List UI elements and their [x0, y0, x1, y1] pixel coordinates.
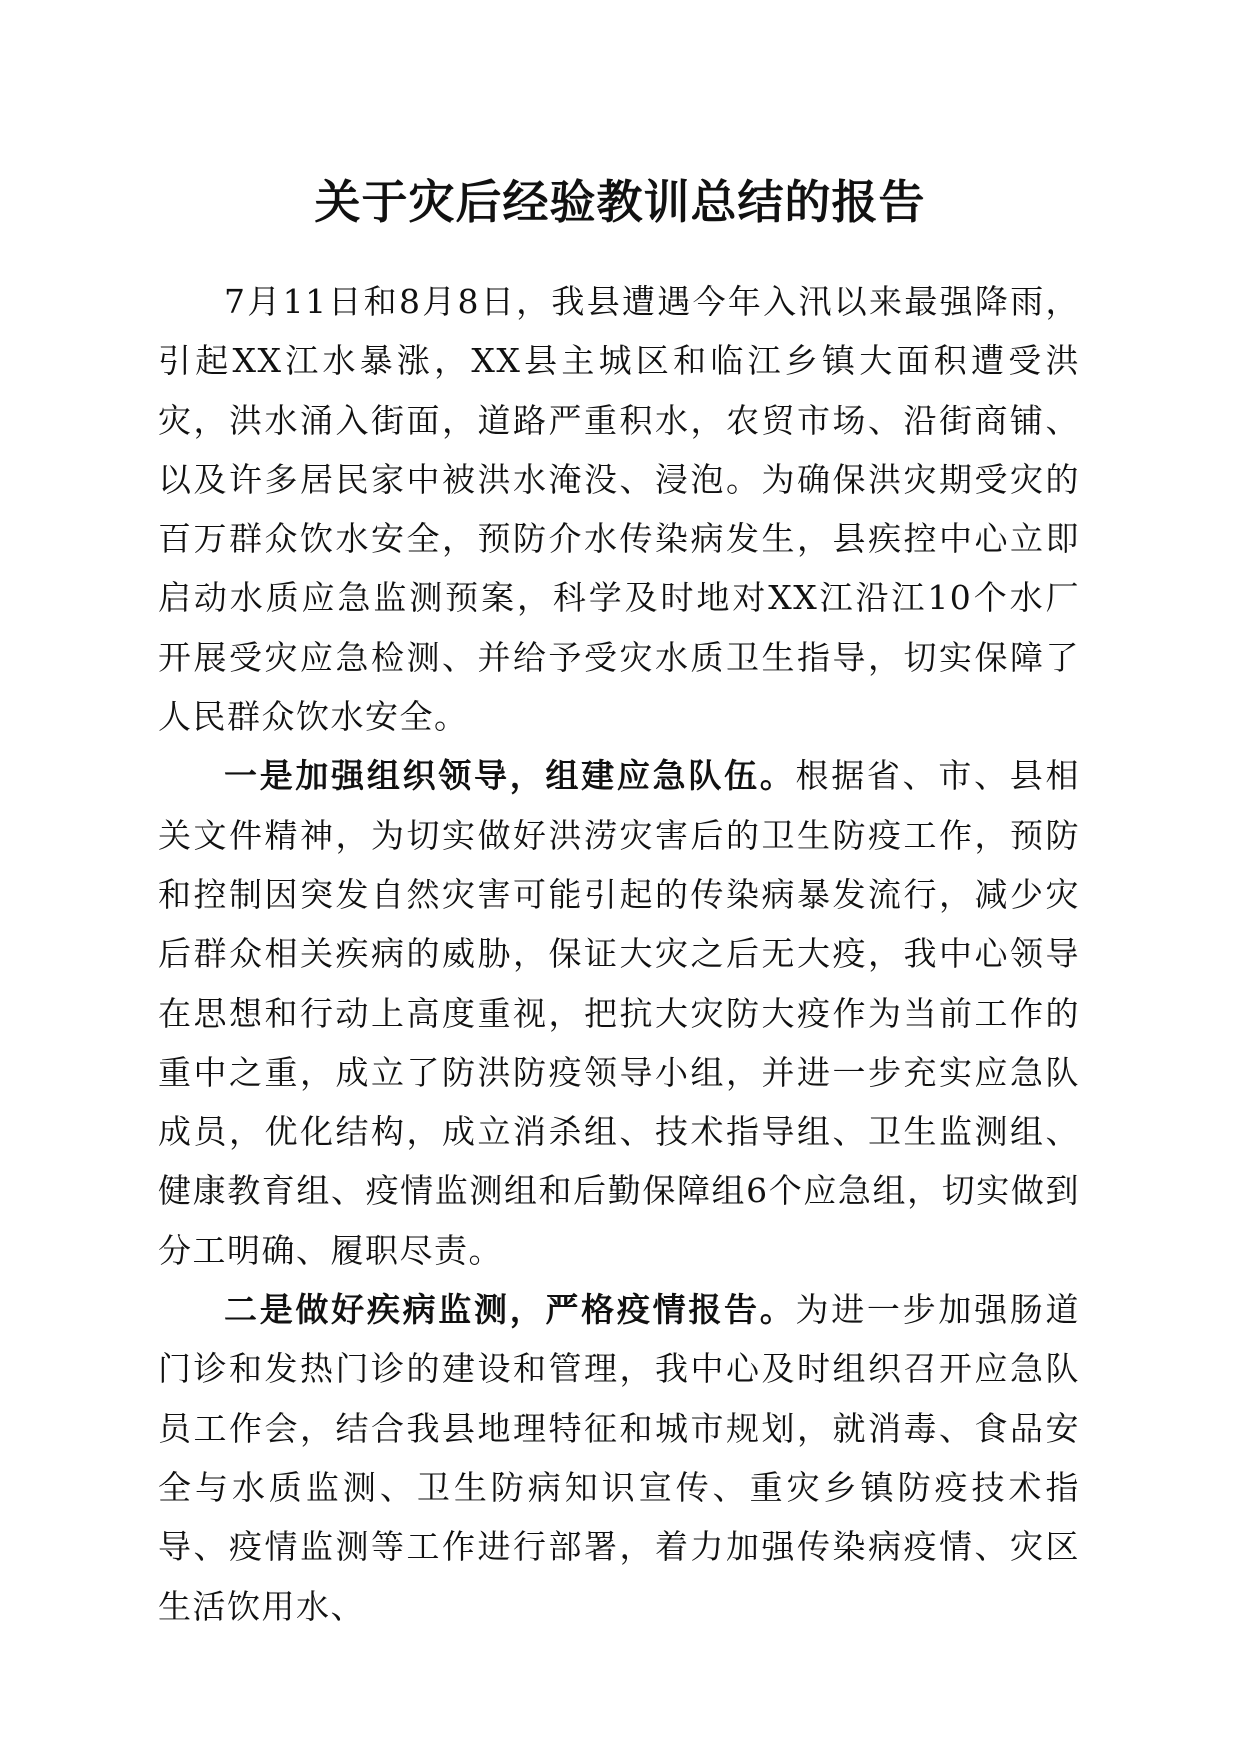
paragraph-lead: 一是加强组织领导，组建应急队伍。: [224, 756, 796, 796]
paragraph-lead: 二是做好疾病监测，严格疫情报告。: [224, 1290, 796, 1330]
paragraph-monitoring: [158, 1280, 1080, 1636]
paragraph-text: 7月11日和8月8日，我县遭遇今年入汛以来最强降雨，引起XX江水暴涨，XX县主城区和临江乡镇大面积遭受洪灾，洪水涌入街面，道路严重积水，农贸市场、沿街商铺、以及许多居民家中被洪水淹没、浸泡。为确保洪灾期受灾的百万群众饮水安全，预防介水传染病发生，县疾控中心立即启动水质应急监测预案，科学及时地对XX江沿江10个水厂开展受灾应急检测、并给予受灾水质卫生指导，切实保障了人民群众饮水安全。: [158, 282, 1080, 737]
document-body: [158, 272, 1080, 1636]
document-title: 关于灾后经验教训总结的报告: [314, 175, 926, 229]
paragraph-intro: [158, 272, 1080, 746]
paragraph-text: 根据省、市、县相关文件精神，为切实做好洪涝灾害后的卫生防疫工作，预防和控制因突发自然灾害可能引起的传染病暴发流行，减少灾后群众相关疾病的威胁，保证大灾之后无大疫，我中心领导在思想和行动上高度重视，把抗大灾防大疫作为当前工作的重中之重，成立了防洪防疫领导小组，并进一步充实应急队成员，优化结构，成立消杀组、技术指导组、卫生监测组、健康教育组、疫情监测组和后勤保障组6个应急组，切实做到分工明确、履职尽责。: [158, 756, 1081, 1270]
paragraph-text: 为进一步加强肠道门诊和发热门诊的建设和管理，我中心及时组织召开应急队员工作会，结合我县地理特征和城市规划，就消毒、食品安全与水质监测、卫生防病知识宣传、重灾乡镇防疫技术指导、疫情监测等工作进行部署，着力加强传染病疫情、灾区生活饮用水、: [158, 1290, 1081, 1626]
paragraph-organization: [158, 746, 1080, 1280]
